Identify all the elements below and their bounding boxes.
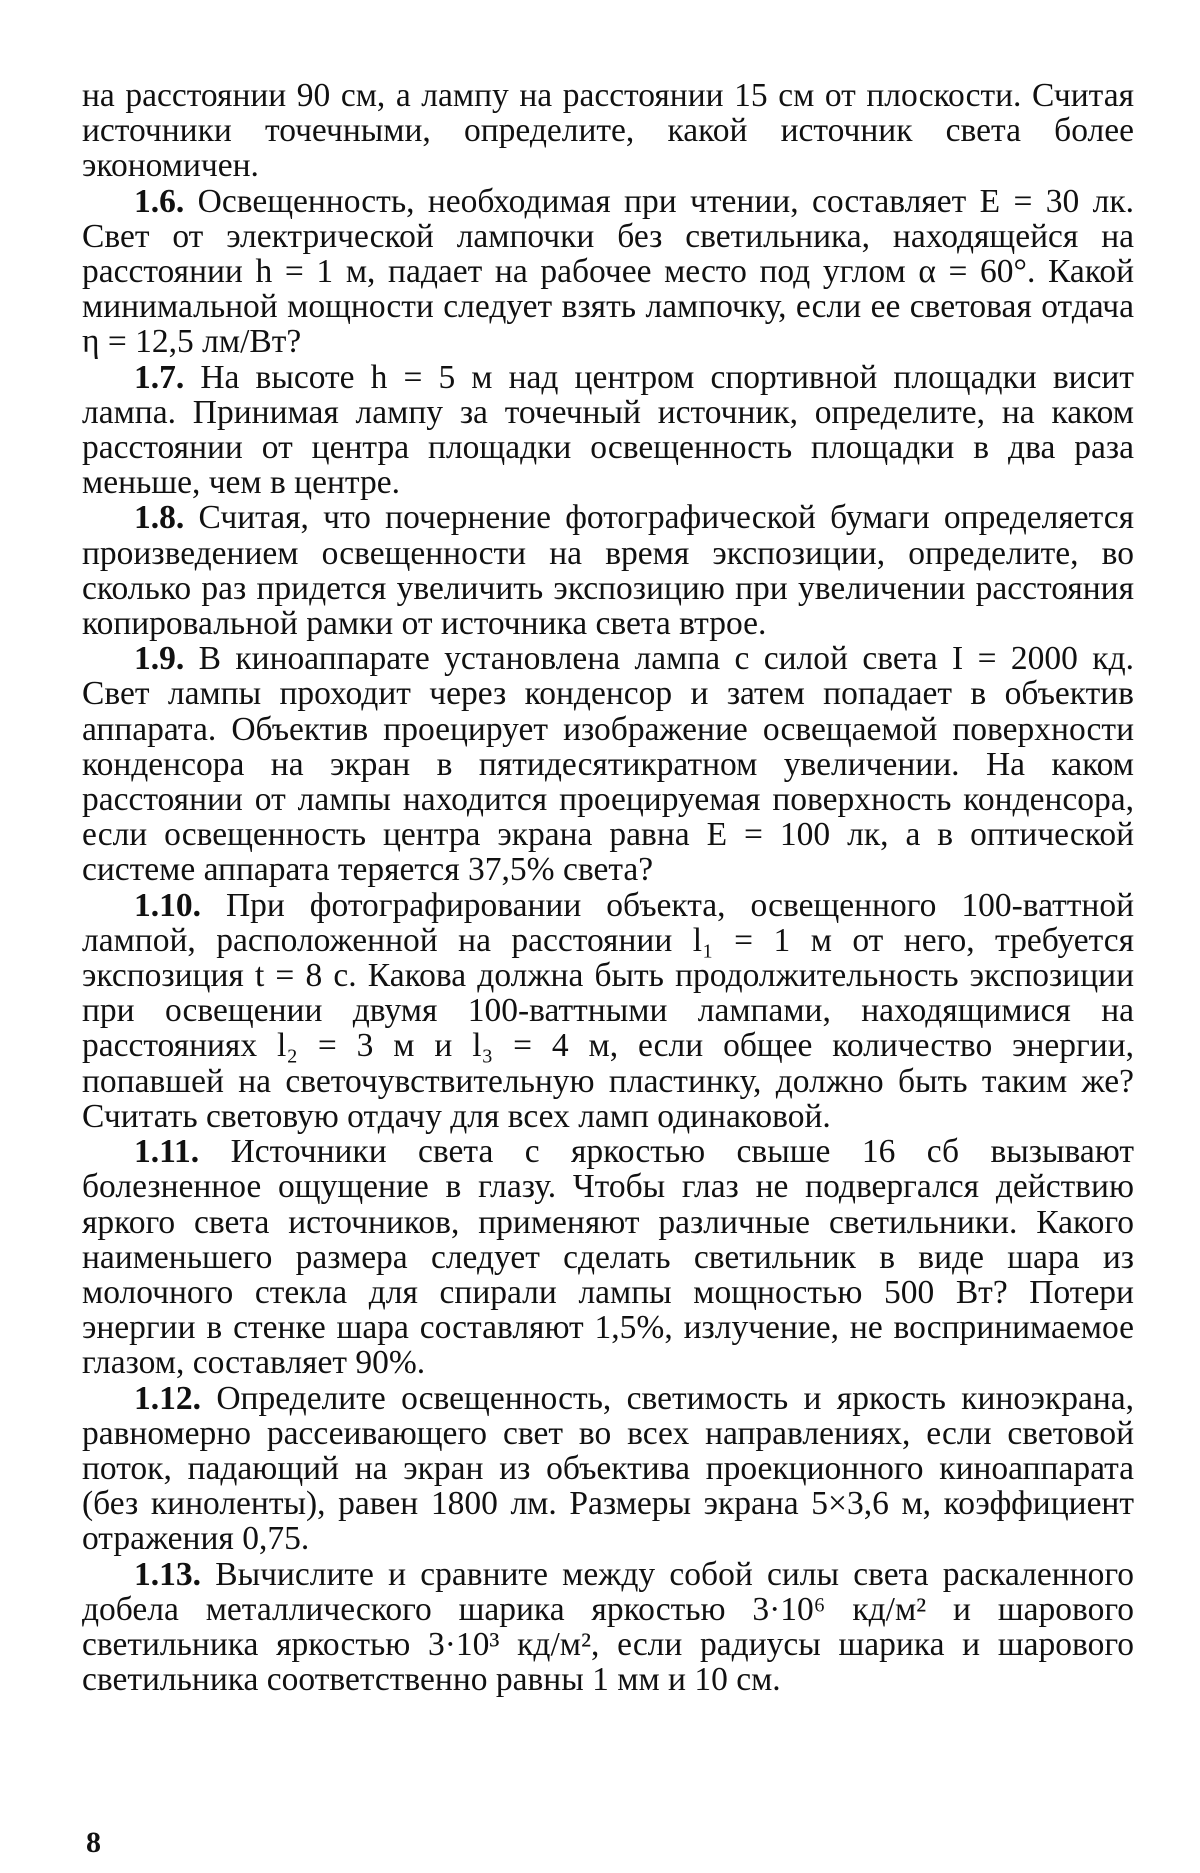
problem-number: 1.9. [134,640,185,678]
page-body [82,78,1134,1697]
problem-1-7 [82,360,1134,501]
problem-text: При фотографировании объекта, освещенного 100-ваттной лампой, расположенной на расстоянии l₁ = 1 м от него, требуется экспозиция t = 8 с. Какова должна быть продолжительность экспозиции при освещении двумя 100-ваттными лампами, находящимися на расстояниях l₂ = 3 м и l₃ = 4 м, если общее количество энергии, попавшей на светочувствительную пластинку, должно быть таким же? Считать световую отдачу для всех ламп одинаковой. [82,886,1135,1135]
problem-1-12 [82,1381,1134,1557]
problem-number: 1.10. [134,886,201,924]
problem-text: Считая, что почернение фотографической бумаги определяется произведением освещенности на время экспозиции, определите, во сколько раз придется увеличить экспозицию при увеличении расстояния копировальной рамки от источника света втрое. [82,499,1135,643]
problem-1-10 [82,888,1134,1134]
continuation-paragraph: на расстоянии 90 см, а лампу на расстоянии 15 см от плоскости. Считая источники точечными, определите, какой источник света более экономичен. [82,77,1134,185]
problem-text: В киноаппарате установлена лампа с силой света I = 2000 кд. Свет лампы проходит через конденсор и затем попадает в объектив аппарата. Объектив проецирует изображение освещаемой поверхности конденсора на экран в пятидесятикратном увеличении. На каком расстоянии от лампы находится проецируемая поверхность конденсора, если освещенность центра экрана равна E = 100 лк, а в оптической системе аппарата теряется 37,5% света? [82,640,1134,889]
problem-number: 1.12. [134,1379,201,1417]
problem-text: На высоте h = 5 м над центром спортивной площадки висит лампа. Принимая лампу за точечный источник, определите, на каком расстоянии от центра площадки освещенность площадки в два раза меньше, чем в центре. [82,358,1135,502]
problem-text: Освещенность, необходимая при чтении, составляет E = 30 лк. Свет от электрической лампочки без светильника, находящейся на расстоянии h = 1 м, падает на рабочее место под углом α = 60°. Какой минимальной мощности следует взять лампочку, если ее световая отдача η = 12,5 лм/Вт? [82,182,1135,361]
problem-text: Определите освещенность, светимость и яркость киноэкрана, равномерно рассеивающего свет во всех направлениях, если световой поток, падающий на экран из объектива проекционного киноаппарата (без киноленты), равен 1800 лм. Размеры экрана 5×3,6 м, коэффициент отражения 0,75. [82,1379,1134,1558]
problem-1-6 [82,184,1134,360]
problem-1-9 [82,641,1134,887]
problem-number: 1.7. [134,358,185,396]
problem-text: Источники света с яркостью свыше 16 сб вызывают болезненное ощущение в глазу. Чтобы глаз не подвергался действию яркого света источников, применяют различные светильники. Какого наименьшего размера следует сделать светильник в виде шара из молочного стекла для спирали лампы мощностью 500 Вт? Потери энергии в стенке шара составляют 1,5%, излучение, не воспринимаемое глазом, составляет 90%. [82,1133,1135,1382]
problem-number: 1.8. [134,499,185,537]
problem-1-13 [82,1557,1134,1698]
problem-1-8 [82,500,1134,641]
problem-number: 1.6. [134,182,185,220]
problem-text: Вычислите и сравните между собой силы света раскаленного добела металлического шарика яркостью 3·10⁶ кд/м² и шарового светильника яркостью 3·10³ кд/м², если радиусы шарика и шарового светильника соответственно равны 1 мм и 10 см. [82,1555,1134,1699]
problem-number: 1.13. [134,1555,201,1593]
problem-1-11 [82,1134,1134,1380]
page-number: 8 [86,1826,101,1859]
problem-number: 1.11. [134,1133,200,1171]
